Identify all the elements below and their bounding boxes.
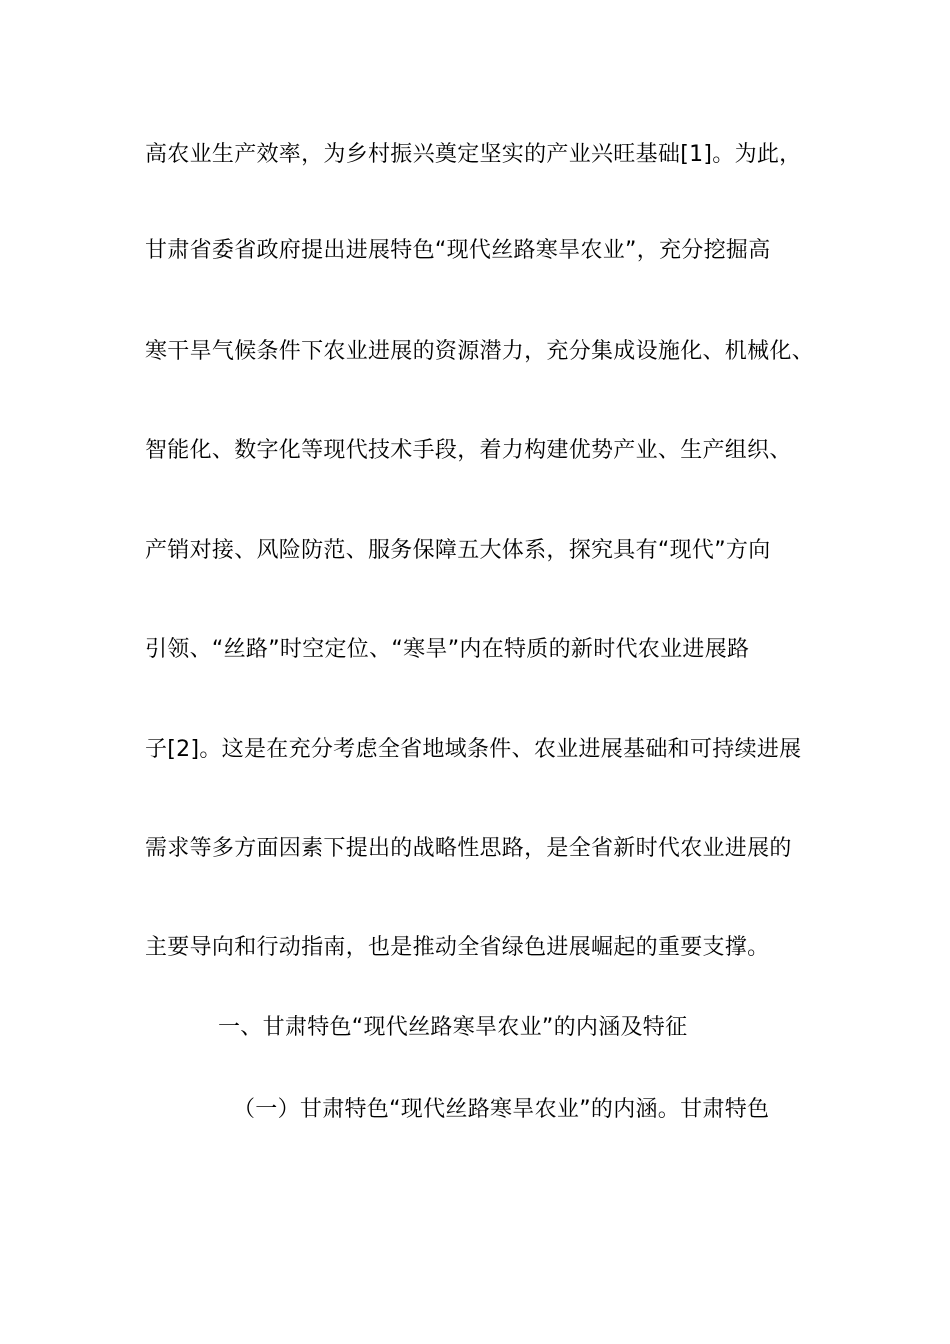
paragraph-line-5: 产销对接、风险防范、服务保障五大体系，探究具有“现代”方向 xyxy=(145,538,771,563)
paragraph-line-2: 甘肃省委省政府提出进展特色“现代丝路寒旱农业”，充分挖掘高 xyxy=(145,238,771,263)
paragraph-line-9: 主要导向和行动指南，也是推动全省绿色进展崛起的重要支撑。 xyxy=(145,935,770,960)
paragraph-line-8: 需求等多方面因素下提出的战略性思路，是全省新时代农业进展的 xyxy=(145,836,792,861)
paragraph-line-1: 高农业生产效率，为乡村振兴奠定坚实的产业兴旺基础[1]。为此， xyxy=(145,142,802,167)
section-heading: 一、甘肃特色“现代丝路寒旱农业”的内涵及特征 xyxy=(218,1015,688,1040)
paragraph-line-6: 引领、“丝路”时空定位、“寒旱”内在特质的新时代农业进展路 xyxy=(145,637,750,662)
subsection-heading-line: （一）甘肃特色“现代丝路寒旱农业”的内涵。甘肃特色 xyxy=(233,1097,770,1122)
paragraph-line-7: 子[2]。这是在充分考虑全省地域条件、农业进展基础和可持续进展 xyxy=(145,737,802,762)
paragraph-line-3: 寒干旱气候条件下农业进展的资源潜力，充分集成设施化、机械化、 xyxy=(145,339,815,364)
paragraph-line-4: 智能化、数字化等现代技术手段，着力构建优势产业、生产组织、 xyxy=(145,438,792,463)
